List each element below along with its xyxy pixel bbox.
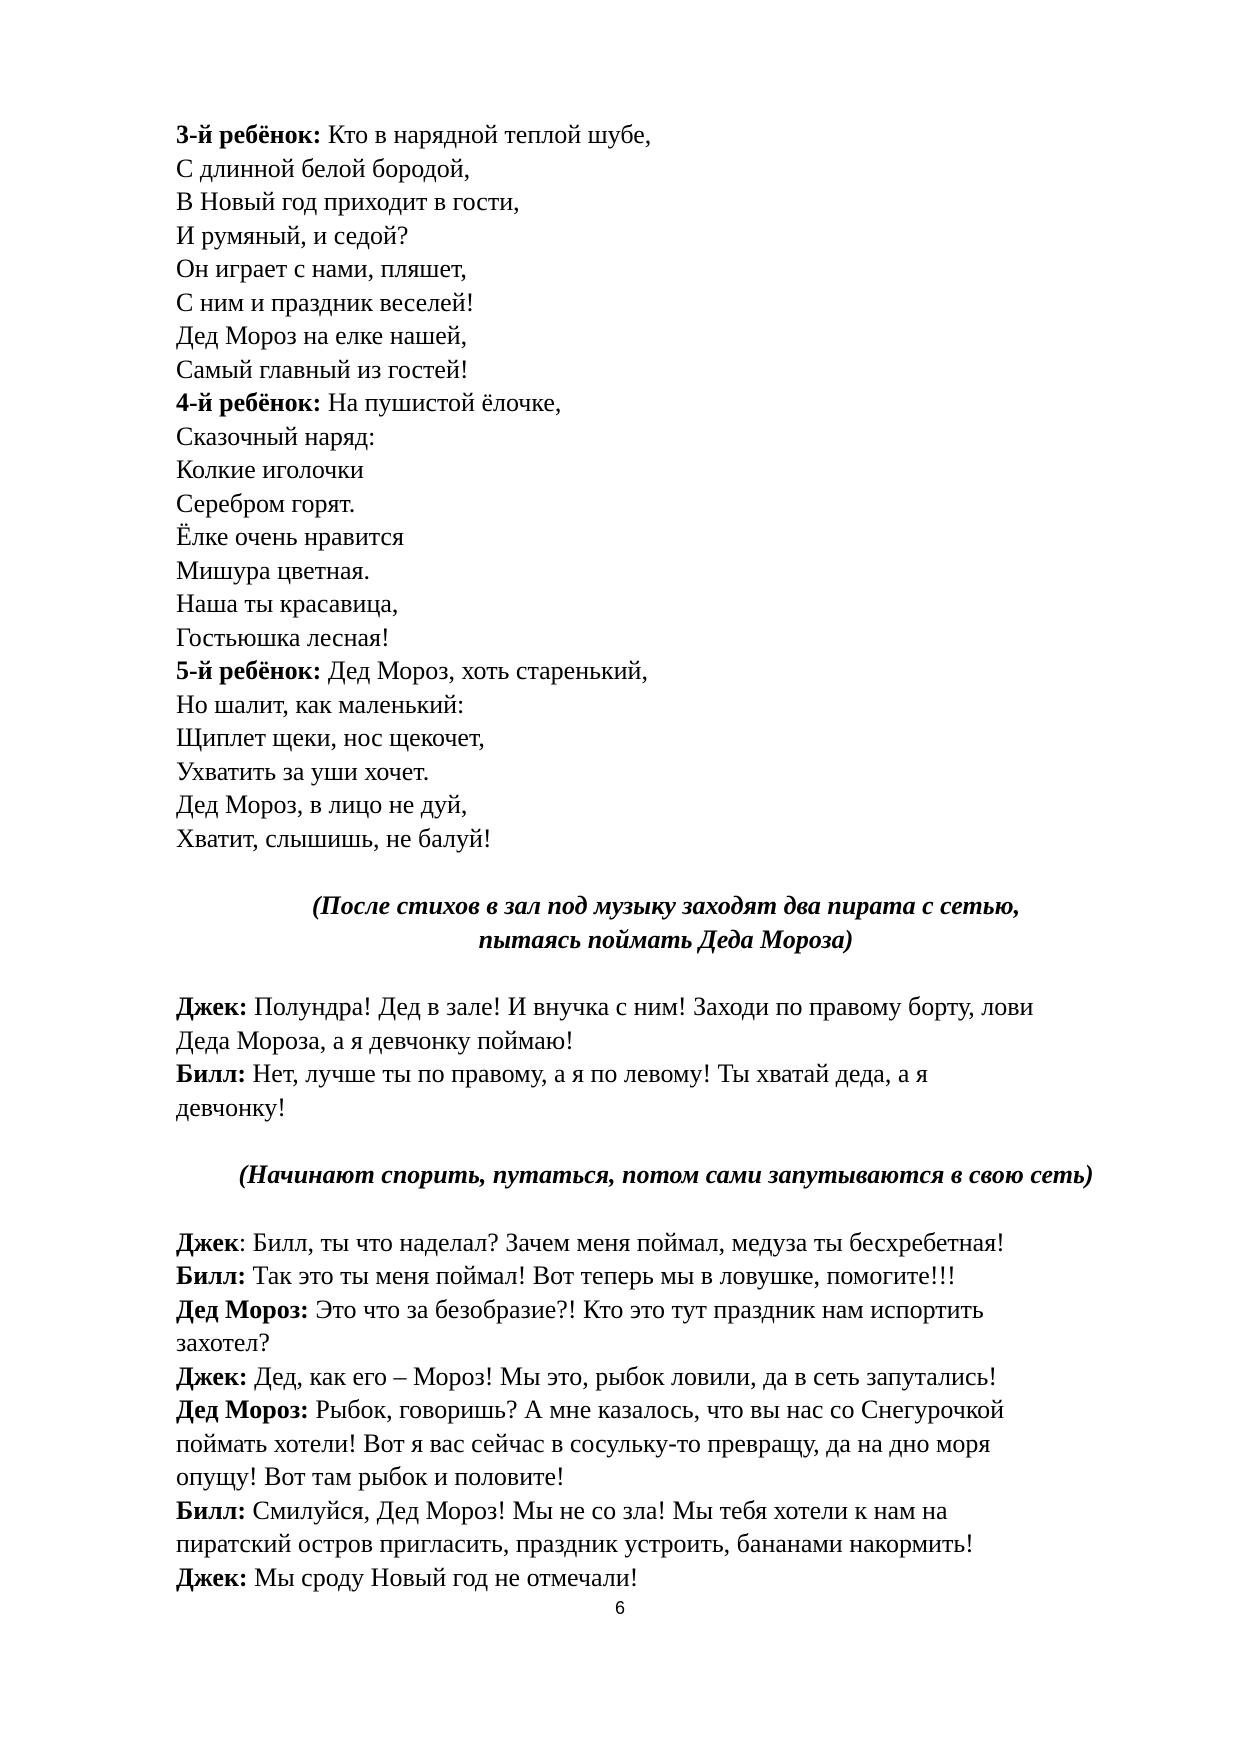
stage-direction: (После стихов в зал под музыку заходят два пирата с сетью, — [311, 891, 1021, 920]
speaker-label: 3-й ребёнок: — [176, 120, 322, 149]
verse-line: Он играет с нами, пляшет, — [176, 254, 467, 283]
verse-line: Ухватить за уши хочет. — [176, 756, 430, 786]
verse-line: Колкие иголочки — [176, 455, 364, 484]
verse-line: Серебром горят. — [176, 488, 356, 518]
speaker-label: Джек: — [176, 1562, 248, 1592]
verse-line: Дед Мороз на елке нашей, — [176, 321, 468, 350]
dialog-text: Нет, лучше ты по правому, а я по левому! Ты хватай деда, а я — [246, 1059, 928, 1088]
speaker-label: Джек — [176, 1227, 239, 1257]
dialog-line — [176, 990, 1156, 1024]
page-number: 6 — [614, 1598, 625, 1618]
speaker-label: Билл: — [176, 1495, 247, 1525]
dialog-line: Деда Мороза, а я девчонку поймаю! — [176, 1025, 574, 1055]
verse-text: Кто в нарядной теплой шубе, — [321, 120, 652, 149]
verse-line: Наша ты красавица, — [176, 589, 399, 618]
verse-text: Дед Мороз, хоть старенький, — [321, 656, 648, 685]
verse-line: Гостьюшка лесная! — [176, 622, 390, 652]
verse-line: С длинной белой бородой, — [176, 153, 471, 183]
stage-direction: пытаясь поймать Деда Мороза) — [478, 924, 854, 954]
dialog-line: захотел? — [176, 1328, 270, 1357]
dialog-line — [176, 1494, 1156, 1528]
speaker-label: Билл: — [176, 1261, 247, 1290]
verse-line: Самый главный из гостей! — [176, 354, 469, 384]
dialog-text: Это что за безобразие?! Кто это тут праздник нам испортить — [308, 1294, 984, 1324]
dialog-text: Дед, как его – Мороз! Мы это, рыбок ловили, да в сеть запутались! — [247, 1361, 998, 1391]
dialog-line — [176, 1360, 1156, 1394]
verse-line: В Новый год приходит в гости, — [176, 187, 520, 216]
dialog-text: Полундра! Дед в зале! И внучка с ним! Заходи по правому борту, лови — [247, 992, 1034, 1021]
verse-line: Хватит, слышишь, не балуй! — [176, 823, 492, 853]
verse-line: Щиплет щеки, нос щекочет, — [176, 723, 485, 752]
speaker-label: Билл: — [176, 1059, 247, 1088]
stage-direction: (Начинают спорить, путаться, потом сами запутываются в свою сеть) — [238, 1160, 1094, 1189]
verse-line: С ним и праздник веселей! — [176, 287, 475, 317]
verse-line: Мишура цветная. — [176, 555, 370, 585]
speaker-label: 5-й ребёнок: — [176, 656, 322, 685]
dialog-line: поймать хотели! Вот я вас сейчас в сосульку-то превращу, да на дно моря — [176, 1428, 991, 1458]
verse-text: На пушистой ёлочке, — [321, 388, 562, 417]
dialog-line: девчонку! — [176, 1092, 286, 1122]
page-content — [176, 118, 1156, 1594]
verse-line: Дед Мороз, в лицо не дуй, — [176, 790, 468, 819]
verse-line — [176, 654, 1156, 688]
speaker-label: Дед Мороз: — [176, 1395, 309, 1424]
dialog-line: опущу! Вот там рыбок и половите! — [176, 1462, 565, 1491]
verse-line: Сказочный наряд: — [176, 421, 376, 451]
speaker-label: 4-й ребёнок: — [176, 388, 322, 417]
dialog-line — [176, 1226, 1156, 1260]
verse-line: И румяный, и седой? — [176, 220, 409, 250]
verse-line: Ёлке очень нравится — [176, 522, 404, 551]
dialog-line — [176, 1057, 1156, 1091]
verse-line — [176, 118, 1156, 152]
speaker-label: Джек: — [176, 1361, 248, 1391]
dialog-text: Так это ты меня поймал! Вот теперь мы в ловушке, помогите!!! — [246, 1261, 956, 1290]
speaker-label: Дед Мороз: — [176, 1294, 309, 1324]
verse-line — [176, 386, 1156, 420]
dialog-text: Рыбок, говоришь? А мне казалось, что вы нас со Снегурочкой — [308, 1395, 1005, 1424]
dialog-text: Смилуйся, Дед Мороз! Мы не со зла! Мы тебя хотели к нам на — [246, 1495, 948, 1525]
dialog-line — [176, 1293, 1156, 1327]
dialog-line — [176, 1393, 1156, 1427]
speaker-label: Джек: — [176, 992, 248, 1021]
dialog-line — [176, 1259, 1156, 1293]
dialog-text: Мы сроду Новый год не отмечали! — [247, 1562, 639, 1592]
dialog-line — [176, 1561, 1156, 1595]
verse-line: Но шалит, как маленький: — [176, 689, 465, 719]
dialog-text: : Билл, ты что наделал? Зачем меня поймал, медуза ты бесхребетная! — [238, 1227, 1005, 1257]
dialog-line: пиратский остров пригласить, праздник устроить, бананами накормить! — [176, 1529, 974, 1558]
